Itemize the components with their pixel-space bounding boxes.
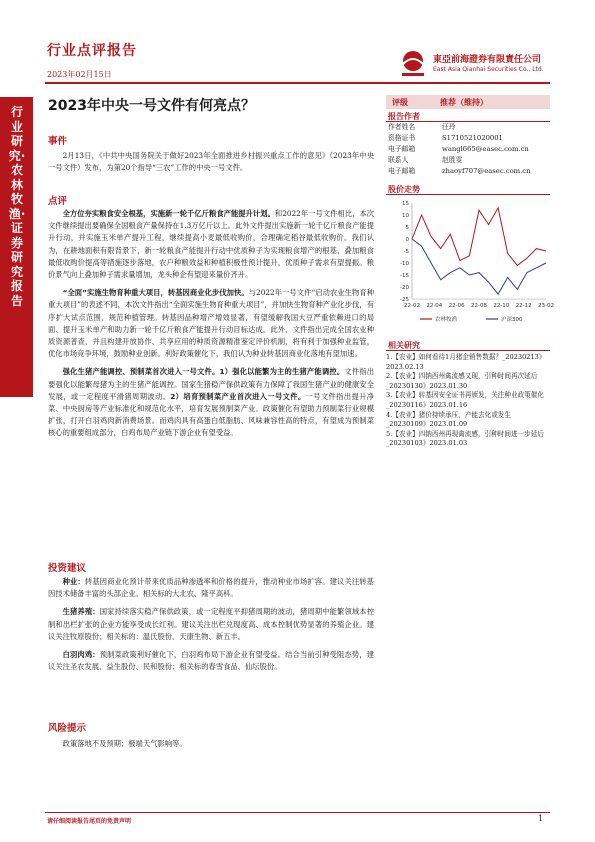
page-title: 2023年中央一号文件有何亮点？ xyxy=(48,98,255,114)
invest-seed xyxy=(48,576,374,600)
comment-heading: 点评 xyxy=(48,196,68,207)
report-date: 2023年02月15日 xyxy=(47,70,112,79)
analyst-key: 联系人 xyxy=(388,155,409,164)
report-type: 行业点评报告 xyxy=(47,43,137,59)
paragraph-2 xyxy=(48,287,374,360)
analyst-value: 赵胜雯 xyxy=(442,155,463,164)
chart-heading: 股价走势 xyxy=(388,185,420,194)
related-item[interactable]: 1.【农业】如何看待1月猪企销售数据？_20230213》2023.02.13 xyxy=(386,353,546,371)
risk-body xyxy=(48,738,374,750)
y-tick-label: -10 xyxy=(400,261,409,267)
rating-label: 评级 xyxy=(392,98,408,107)
y-tick-label: -25 xyxy=(400,297,409,303)
risk-text: 政策落地不及预期；极端天气影响等。 xyxy=(62,739,187,748)
event-text: 2月13日，《中共中央国务院关于做好2023年全面推进乡村振兴重点工作的意见》（2023年中央一号文件）发布，为第20个指导“三农”工作的中央一号文件。 xyxy=(48,151,374,173)
analyst-value[interactable]: wangl665@easec.com.cn xyxy=(442,144,529,153)
rating-value: 推荐（维持） xyxy=(440,98,488,107)
company-name-cn: 東亞前海證券有限責任公司 xyxy=(433,55,542,65)
analyst-key: 电子邮箱 xyxy=(388,144,416,153)
x-tick-label: 22-10 xyxy=(493,303,510,309)
y-tick-label: 15 xyxy=(402,201,409,207)
y-tick-label: 10 xyxy=(402,213,409,219)
invest-body xyxy=(48,576,374,673)
y-tick-label: -5 xyxy=(403,249,409,255)
analyst-table xyxy=(386,122,550,177)
related-item[interactable]: 5.【农业】四钠西州再现禽流感，引种时间进一步延后_20230103》2023.01.03 xyxy=(386,429,544,448)
paragraph-3-text-d: 一号文件指出提升净菜、中央厨房等产业标准化和规范化水平，培育发展预制菜产业。政策催化有望助力预制菜行业规模扩张，打开白羽鸡肉新消费场景。而鸡肉具有高蛋白低脂肪、风味兼容性高的特点，有望成为预制菜核心的重要组成部分，白鸡布局产业链下游企业有望受益。 xyxy=(48,391,375,438)
x-tick-label: 22-08 xyxy=(471,303,487,309)
side-banner-text: 行业研究·农林牧渔·证券研究报告 xyxy=(8,105,26,308)
page-number: 1 xyxy=(538,814,544,823)
event-heading: 事件 xyxy=(48,136,68,147)
related-item[interactable]: 3.【农业】转基因安全证书再颁发，关注种业政策催化_20230116》2023.01.16 xyxy=(386,391,544,409)
paragraph-2-lead: “全面”实施生物育种重大项目，转基因商业化步伐加快。 xyxy=(62,288,249,298)
invest-hog-lead: 生猪养殖： xyxy=(62,607,100,617)
footer-divider xyxy=(45,812,550,813)
analyst-key: 作者姓名 xyxy=(388,123,416,131)
company-name-en: East Asia Qianhai Securities Co., Ltd. xyxy=(433,66,544,73)
analyst-row xyxy=(386,122,550,133)
company-logo-icon xyxy=(397,48,429,78)
event-body xyxy=(48,150,374,174)
chart-divider xyxy=(386,194,550,195)
paragraph-1-text: 和2022年一号文件相比，本次文件继续提出要确保全国粮食产量保持在1.3万亿斤以上。此外文件提出实施新一轮千亿斤粮食产能提升行动，并实施玉米单产提升工程，继续提高小麦最低收购价，合理确定稻谷最低收购价。我们认为，在耕地面积有限背景下，新一轮粮食产能提升行动中优质种子为实现粮食增产的根基，叠加粮食最低收购价提高等措施逐步落地，农户种粮效益和种植积极性预计提升，优质种子需求有望提振。粮价景气向上叠加种子需求量增加，龙头种企有望迎来量价齐升。 xyxy=(48,209,375,280)
invest-broiler-text: 预制菜政策利好催化下，白羽鸡布局下游企业有望受益。结合当前引种受阻态势，建议关注圣农发展、益生股份、民和股份；相关标的春雪食品、仙坛股份。 xyxy=(48,650,375,672)
analyst-value: S1710521020001 xyxy=(442,133,503,142)
stock-price-chart xyxy=(386,197,554,337)
header-divider xyxy=(45,82,550,84)
y-tick-label: -20 xyxy=(400,285,409,291)
x-tick-label: 23-02 xyxy=(538,303,554,309)
invest-seed-lead: 种业： xyxy=(62,577,85,586)
analyst-key: 资格证书 xyxy=(388,133,416,142)
paragraph-3-lead: 强化生猪产能调控、预制菜首次进入一号文件。 xyxy=(62,367,220,377)
analyst-row xyxy=(386,144,550,155)
x-tick-label: 22-12 xyxy=(515,303,532,309)
related-item[interactable]: 4.【农业】猪价持续承压，产能去化或发生_20230109》2023.01.09 xyxy=(386,410,511,429)
paragraph-3-sub-a: 1）强化以能繁为主的生猪产能调控。 xyxy=(219,367,345,377)
analyst-row xyxy=(386,155,550,166)
paragraph-1 xyxy=(48,208,374,281)
paragraph-3-sub-c: 2）培育预制菜产业首次进入一号文件。 xyxy=(170,391,306,401)
analyst-key: 电子邮箱 xyxy=(388,166,416,175)
related-divider xyxy=(386,350,550,351)
paragraph-3-text-b: 文件指出要强化以能繁母猪为主的生猪产能调控。国家生猪稳产保供政策有力保障了我国生猪产业的健康安全发展，或一定程度平滑猪周期波动。 xyxy=(48,367,375,401)
paragraph-3 xyxy=(48,366,374,439)
y-tick-label: -15 xyxy=(400,273,409,279)
analyst-row xyxy=(386,133,550,144)
x-tick-label: 22-02 xyxy=(404,303,420,309)
related-list xyxy=(386,353,550,449)
series-line-agriculture xyxy=(412,208,546,266)
analyst-row xyxy=(386,166,550,177)
x-tick-label: 22-06 xyxy=(448,303,465,309)
invest-broiler xyxy=(48,649,374,673)
footer-disclaimer[interactable]: 请仔细阅读报告尾页的免责声明 xyxy=(47,818,132,825)
paragraph-1-lead: 全方位夯实粮食安全根基，实施新一轮千亿斤粮食产能提升计划。 xyxy=(62,209,275,218)
invest-hog xyxy=(48,606,374,643)
invest-heading: 投资建议 xyxy=(48,563,87,574)
legend-label: 沪深300 xyxy=(501,317,523,323)
related-item[interactable]: 2.【农业】四钠西州禽流感又现，引种时间再次延后_20230130》2023.01.30 xyxy=(386,372,538,390)
paragraph-2-text: 与2022年一号文件“启动农业生物育种重大项目”的表述不同，本次文件指出“全面实施生物育种重大项目”，并加快生物育种产业化步伐，有序扩大试点范围，规范种植管理。转基因品种增产增效显著，有望缓解我国大豆严重依赖进口的局面、提升玉米单产和助力新一轮千亿斤粮食产能提升行动目标达成。此外，文件指出完成全国农业种质资源普查，并且构建开放协作、共享应用的种质资源精准鉴定评价机制，将有利于加强种业监管，优化市场竞争环境，鼓励种业创新。利好政策催化下，我们认为种业转基因商业化落地有望加速。 xyxy=(48,288,374,359)
invest-broiler-lead: 白羽肉鸡： xyxy=(62,650,100,660)
analyst-value: 汪玲 xyxy=(442,123,456,131)
series-line-csi300 xyxy=(412,239,546,294)
analyst-heading: 报告作者 xyxy=(388,112,420,121)
comment-body xyxy=(48,208,374,440)
invest-seed-text: 转基因商业化预计带来优质品种渗透率和价格的提升，推动种业市场扩容。建议关注转基因技术储备丰富的头部企业。相关标的大北农、隆平高科。 xyxy=(48,577,375,599)
related-heading: 相关研究 xyxy=(388,341,420,350)
invest-hog-text: 国家持续落实稳产保供政策，或一定程度平抑猪周期的波动，猪周期中能繁领域本控制和出栏扩张的企业方能享受成长红利。建议关注出栏兑现度高、成本控制优势显著的养殖企业。建议关注牧原股份；相关标的：温氏股份、天康生物、新五丰。 xyxy=(48,607,375,641)
y-tick-label: 0 xyxy=(405,237,409,243)
y-tick-label: 5 xyxy=(405,225,409,231)
analyst-value[interactable]: zhaoyf707@easec.com.cn xyxy=(442,166,531,175)
legend-label: 农林牧渔 xyxy=(435,317,458,323)
risk-heading: 风险提示 xyxy=(48,723,87,734)
x-tick-label: 22-04 xyxy=(426,303,443,309)
